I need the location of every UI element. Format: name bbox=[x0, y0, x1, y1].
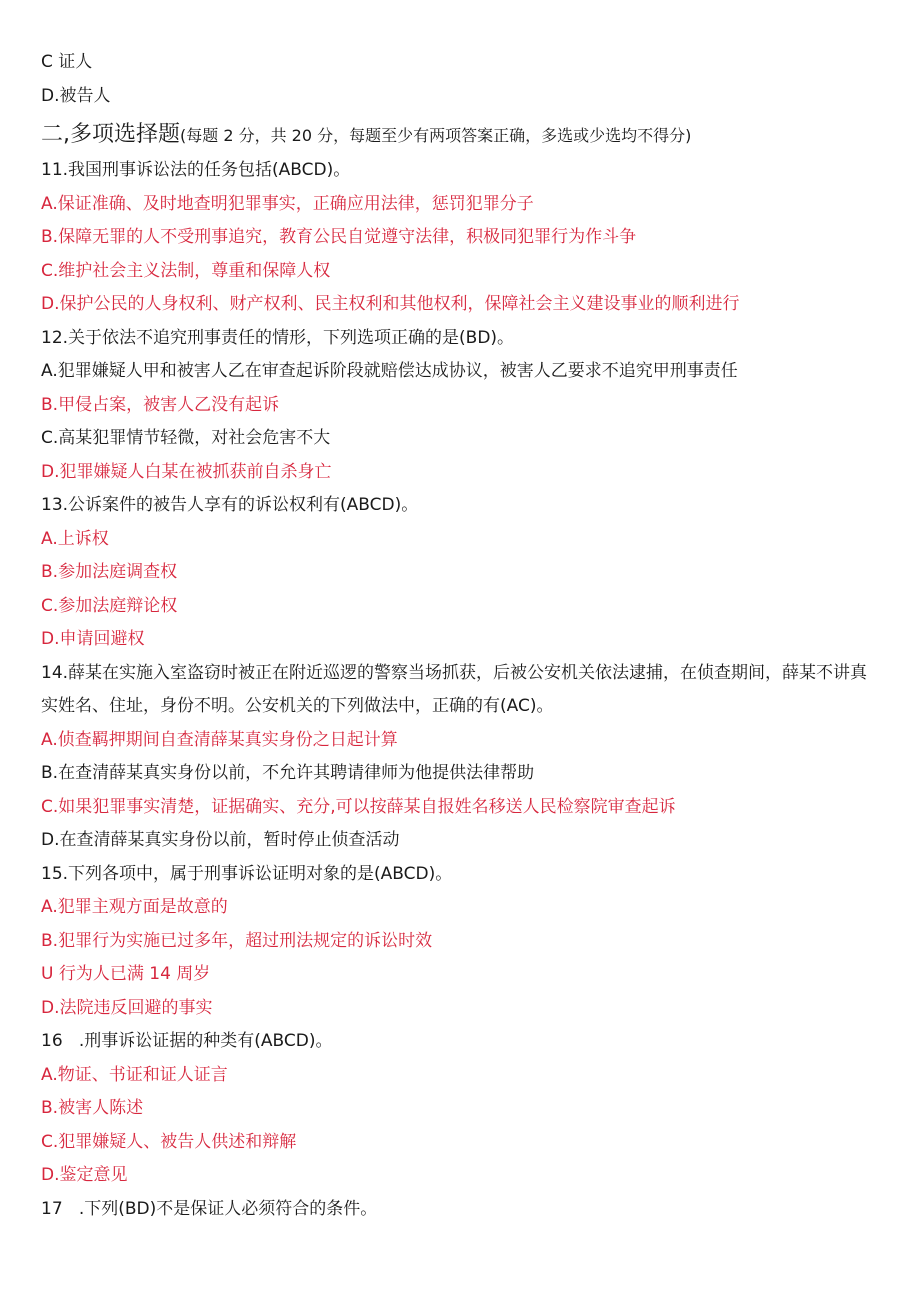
q12-option-c: C.高某犯罪情节轻微，对社会危害不大 bbox=[41, 428, 331, 448]
option-d-defendant: D.被告人 bbox=[41, 85, 111, 106]
q13-option-a: A.上诉权 bbox=[41, 528, 109, 549]
question-17: 17 .下列(BD)不是保证人必须符合的条件。 bbox=[41, 1198, 378, 1219]
option-c-witness: C 证人 bbox=[41, 52, 93, 72]
q13-option-c: C.参加法庭辩论权 bbox=[41, 595, 178, 616]
q11-option-c: C.维护社会主义法制，尊重和保障人权 bbox=[41, 260, 331, 281]
q11-option-b: B.保障无罪的人不受刑事追究，教育公民自觉遵守法律，积极同犯罪行为作斗争 bbox=[41, 227, 637, 247]
q15-option-b: B.犯罪行为实施已过多年，超过刑法规定的诉讼时效 bbox=[41, 930, 433, 951]
q14-option-a: A.侦查羁押期间自查清薛某真实身份之日起计算 bbox=[41, 729, 398, 750]
q11-option-d: D.保护公民的人身权利、财产权利、民主权利和其他权利，保障社会主义建设事业的顺利进行 bbox=[41, 294, 740, 314]
q16-option-b: B.被害人陈述 bbox=[41, 1098, 144, 1118]
q15-option-c: U 行为人已满 14 周岁 bbox=[41, 964, 211, 984]
question-15: 15.下列各项中，属于刑事诉讼证明对象的是(ABCD)。 bbox=[41, 863, 453, 884]
question-14: 14.薛某在实施入室盗窃时被正在附近巡逻的警察当场抓获，后被公安机关依法逮捕，在侦查期间，薛某不讲真实姓名、住址，身份不明。公安机关的下列做法中，正确的有(AC)。 bbox=[41, 662, 868, 716]
q14-option-d: D.在查清薛某真实身份以前，暂时停止侦查活动 bbox=[41, 830, 400, 850]
q12-option-b: B.甲侵占案，被害人乙没有起诉 bbox=[41, 394, 280, 415]
q11-option-a: A.保证准确、及时地查明犯罪事实，正确应用法律，惩罚犯罪分子 bbox=[41, 193, 534, 214]
q12-option-d: D.犯罪嫌疑人白某在被抓获前自杀身亡 bbox=[41, 461, 332, 482]
q12-option-a: A.犯罪嫌疑人甲和被害人乙在审查起诉阶段就赔偿达成协议，被害人乙要求不追究甲刑事责任 bbox=[41, 361, 738, 381]
q16-option-d: D.鉴定意见 bbox=[41, 1165, 128, 1185]
question-12: 12.关于依法不追究刑事责任的情形，下列选项正确的是(BD)。 bbox=[41, 327, 515, 348]
section-title: 二,多项选择题 bbox=[41, 122, 180, 147]
q13-option-b: B.参加法庭调查权 bbox=[41, 562, 178, 582]
q14-option-c: C.如果犯罪事实清楚，证据确实、充分,可以按薛某自报姓名移送人民检察院审查起诉 bbox=[41, 796, 676, 817]
q13-option-d: D.申请回避权 bbox=[41, 629, 145, 649]
section-note: (每题 2 分，共 20 分，每题至少有两项答案正确，多选或少选均不得分) bbox=[180, 126, 692, 145]
q15-option-a: A.犯罪主观方面是故意的 bbox=[41, 897, 228, 917]
question-list bbox=[41, 154, 880, 1226]
q16-option-c: C.犯罪嫌疑人、被告人供述和辩解 bbox=[41, 1131, 297, 1152]
question-11: 11.我国刑事诉讼法的任务包括(ABCD)。 bbox=[41, 160, 351, 180]
question-13: 13.公诉案件的被告人享有的诉讼权利有(ABCD)。 bbox=[41, 495, 419, 515]
q14-option-b: B.在查清薛某真实身份以前，不允许其聘请律师为他提供法律帮助 bbox=[41, 763, 535, 783]
q16-option-a: A.物证、书证和证人证言 bbox=[41, 1064, 228, 1085]
section-heading bbox=[41, 117, 880, 154]
question-16: 16 .刑事诉讼证据的种类有(ABCD)。 bbox=[41, 1031, 333, 1051]
q15-option-d: D.法院违反回避的事实 bbox=[41, 997, 213, 1018]
